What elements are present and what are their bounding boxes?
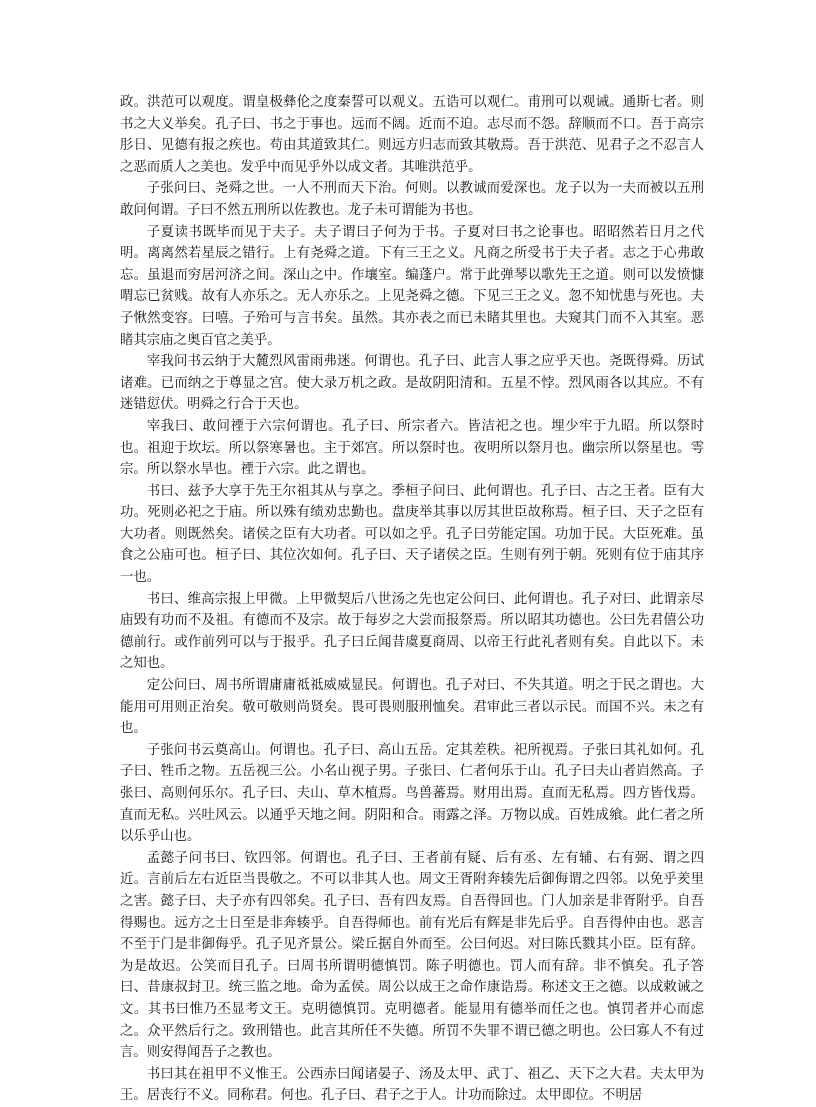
paragraph-zaiwo-dalu: 宰我问书云纳于大麓烈风雷雨弗迷。何谓也。孔子曰、此言人事之应乎天也。尧既得舜。历试诸难。已而纳之于尊显之宫。使大录万机之政。是故阴阳清和。五星不悖。烈风雨各以其应。不有迷错愆伏。明舜之行合于天也。 — [120, 354, 704, 413]
paragraph-mengyizi-silin: 孟懿子问书曰、钦四邻。何谓也。孔子曰、王者前有疑、后有丞、左有辅、右有弼、谓之四近。言前后左右近臣当畏敬之。不可以非其人也。周文王胥附奔辏先后御侮谓之四邻。以免乎羑里之害。懿子曰、夫子亦有四邻矣。孔子曰、吾有四友焉。自吾得回也。门人加亲是非胥附乎。自吾得赐也。远方之士日至是非奔辏乎。自吾得师也。前有光后有辉是非先后乎。自吾得仲由也。恶言不至于门是非御侮乎。孔子见齐景公。梁丘据自外而至。公曰何迟。对曰陈氏戮其小臣。臣有辞。为是故迟。公笑而目孔子。曰周书所谓明德慎罚。陈子明德也。罚人而有辞。非不慎矣。孔子答曰、昔康叔封卫。统三监之地。命为孟侯。周公以成王之命作康诰焉。称述文王之德。以成敕诫之文。其书曰惟乃丕显考文王。克明德慎罚。克明德者。能显用有德举而任之也。慎罚者并心而虑之。众平然后行之。致刑错也。此言其所任不失德。所罚不失罪不谓已德之明也。公曰寡人不有过言。则安得闻吾子之教也。 — [120, 850, 704, 1061]
paragraph-continuation: 政。洪范可以观度。谓皇极彝伦之度秦誓可以观义。五诰可以观仁。甫刑可以观诫。通斯七者。则书之大义举矣。孔子曰、书之于事也。远而不阔。近而不迫。志尽而不怨。辞顺而不口。吾于高宗肜日、见德有报之疾也。苟由其道致其仁。则远方归志而致其敬焉。吾于洪范、见君子之不忍言人之恶而质人之美也。发乎中而见乎外以成文者。其唯洪范乎。 — [120, 95, 704, 175]
paragraph-dinggong-zhoushu: 定公问曰、周书所谓庸庸祗祗威威显民。何谓也。孔子对曰、不失其道。明之于民之谓也。大能用可用则正治矣。敬可敬则尚贤矣。畏可畏则服刑恤矣。君审此三者以示民。而国不兴。未之有也。 — [120, 678, 704, 737]
paragraph-ji-huanzi: 书曰、兹予大享于先王尔祖其从与享之。季桓子问曰、此何谓也。孔子曰、古之王者。臣有大功。死则必祀之于庙。所以殊有绩劝忠勤也。盘庚举其事以厉其世臣故称焉。桓子曰、天子之臣有大功者。则既然矣。诸侯之臣有大功者。可以如之乎。孔子曰劳能定国。功加于民。大臣死难。虽食之公庙可也。桓子曰、其位次如何。孔子曰、天子诸侯之臣。生则有列于朝。死则有位于庙其序一也。 — [120, 483, 704, 586]
paragraph-zizhang-yaoshun: 子张问曰、尧舜之世。一人不刑而天下治。何则。以教诚而爱深也。龙子以为一夫而被以五刑敢问何谓。子曰不然五刑所以佐教也。龙子未可谓能为书也。 — [120, 181, 704, 218]
paragraph-zixia-reads-shu: 子夏读书既毕而见于夫子。夫子谓曰子何为于书。子夏对曰书之论事也。昭昭然若日月之代明。离离然若星辰之错行。上有尧舜之道。下有三王之义。凡商之所受书于夫子者。志之于心弗敢忘。虽退而穷居河济之间。深山之中。作壤室。编蓬户。常于此弹琴以歌先王之道。则可以发愤慷喟忘已贫贱。故有人亦乐之。无人亦乐之。上见尧舜之德。下见三王之义。忽不知忧患与死也。夫子愀然变容。曰嘻。子殆可与言书矣。虽然。其亦表之而已未睹其里也。夫窥其门而不入其室。恶睹其宗庙之奥百官之美乎。 — [120, 224, 704, 348]
paragraph-zaiwo-liuzong: 宰我曰、敢问禋于六宗何谓也。孔子曰、所宗者六。皆洁祀之也。埋少牢于九昭。所以祭时也。祖迎于坎坛。所以祭寒暑也。主于郊宫。所以祭时也。夜明所以祭月也。幽宗所以祭星也。雩宗。所以祭水旱也。禋于六宗。此之谓也。 — [120, 418, 704, 478]
paragraph-zujia: 书曰其在祖甲不义惟王。公西赤曰闻诸晏子、汤及太甲、武丁、祖乙、天下之大君。夫太甲为王。居丧行不义。同称君。何也。孔子曰、君子之于人。计功而除过。太甲即位。不明居 — [120, 1066, 704, 1104]
paragraph-zizhang-gaoshan: 子张问书云奠高山。何谓也。孔子曰、高山五岳。定其差秩。祀所视焉。子张曰其礼如何。孔子曰、牲币之物。五岳视三公。小名山视子男。子张曰、仁者何乐于山。孔子曰夫山者岿然高。子张曰、高则何乐尔。孔子曰、夫山、草木植焉。鸟兽蕃焉。财用出焉。直而无私焉。四方皆伐焉。直而无私。兴吐风云。以通乎天地之间。阴阳和合。雨露之泽。万物以成。百姓成飨。此仁者之所以乐乎山也。 — [120, 742, 704, 845]
paragraph-gaozong-shangjiawei: 书曰、维高宗报上甲微。上甲微契后八世汤之先也定公问曰、此何谓也。孔子对曰、此谓亲尽庙毁有功而不及祖。有德而不及宗。故于每岁之大尝而报祭焉。所以昭其功德也。公曰先君僖公功德前行。或作前列可以与于报乎。孔子曰丘闻昔虞夏商周、以帝王行此礼者则有矣。自此以下。未之知也。 — [120, 591, 704, 672]
document-page — [120, 92, 704, 1107]
